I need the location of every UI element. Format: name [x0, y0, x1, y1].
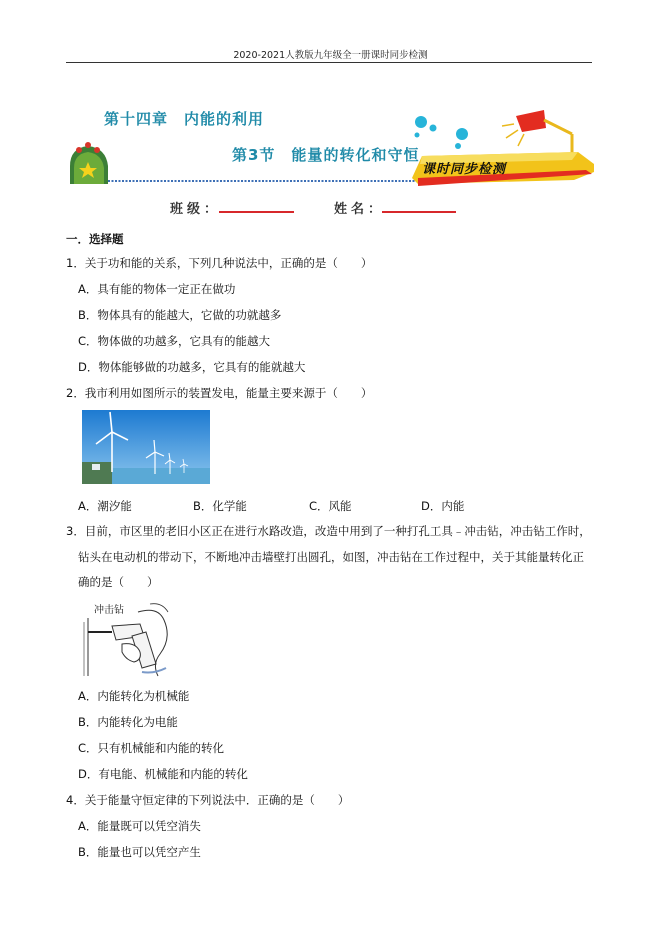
question-4-option-a[interactable]: A．能量既可以凭空消失 [78, 819, 201, 833]
name-underline[interactable] [382, 211, 456, 213]
class-label: 班级： [170, 202, 222, 217]
section-title: 第3节 能量的转化和守恒 [232, 146, 420, 164]
question-2-option-d[interactable]: D．内能 [421, 499, 465, 513]
question-4-option-b[interactable]: B．能量也可以凭空产生 [78, 845, 201, 859]
question-1-option-a[interactable]: A．具有能的物体一定正在做功 [78, 282, 236, 296]
page-header: 2020-2021人教版九年级全一册课时同步检测 [233, 50, 428, 61]
question-1-stem: 1．关于功和能的关系，下列几种说法中，正确的是（ ） [66, 256, 373, 270]
question-1-option-c[interactable]: C．物体做的功越多，它具有的能越大 [78, 334, 271, 348]
question-3-option-c[interactable]: C．只有机械能和内能的转化 [78, 741, 225, 755]
name-label: 姓名： [334, 202, 386, 217]
question-3-option-b[interactable]: B．内能转化为电能 [78, 715, 178, 729]
question-4-stem: 4．关于能量守恒定律的下列说法中．正确的是（ ） [66, 793, 350, 807]
question-1-option-b[interactable]: B．物体具有的能越大，它做的功就越多 [78, 308, 282, 322]
header-rule [66, 62, 592, 63]
banner-title: 课时同步检测 [422, 162, 507, 177]
question-3-stem-line-2: 钻头在电动机的带动下，不断地冲击墙壁打出圆孔，如图，冲击钻在工作过程中，关于其能量转化正 [78, 550, 584, 564]
question-3-option-a[interactable]: A．内能转化为机械能 [78, 689, 190, 703]
impact-drill-figure [82, 598, 178, 678]
question-3-stem-line-1: 3．目前，市区里的老旧小区正在进行水路改造，改造中用到了一种打孔工具﹣冲击钻，冲击钻工作时， [66, 524, 591, 538]
question-2-stem: 2．我市利用如图所示的装置发电，能量主要来源于（ ） [66, 386, 373, 400]
chapter-title: 第十四章 内能的利用 [104, 110, 265, 128]
question-2-option-b[interactable]: B．化学能 [193, 499, 247, 513]
desk-lamp-icon [502, 110, 572, 156]
question-2-option-c[interactable]: C．风能 [309, 499, 352, 513]
section-heading: 一．选择题 [66, 232, 124, 246]
question-1-option-d[interactable]: D．物体能够做的功越多，它具有的能就越大 [78, 360, 306, 374]
question-3-option-d[interactable]: D．有电能、机械能和内能的转化 [78, 767, 248, 781]
star-badge-icon [70, 142, 108, 184]
question-3-stem-line-3: 确的是（ ） [78, 575, 159, 589]
question-2-option-a[interactable]: A．潮汐能 [78, 499, 132, 513]
wind-turbine-figure [82, 410, 210, 484]
impact-drill-label: 冲击钻 [94, 605, 124, 616]
class-underline[interactable] [219, 211, 294, 213]
